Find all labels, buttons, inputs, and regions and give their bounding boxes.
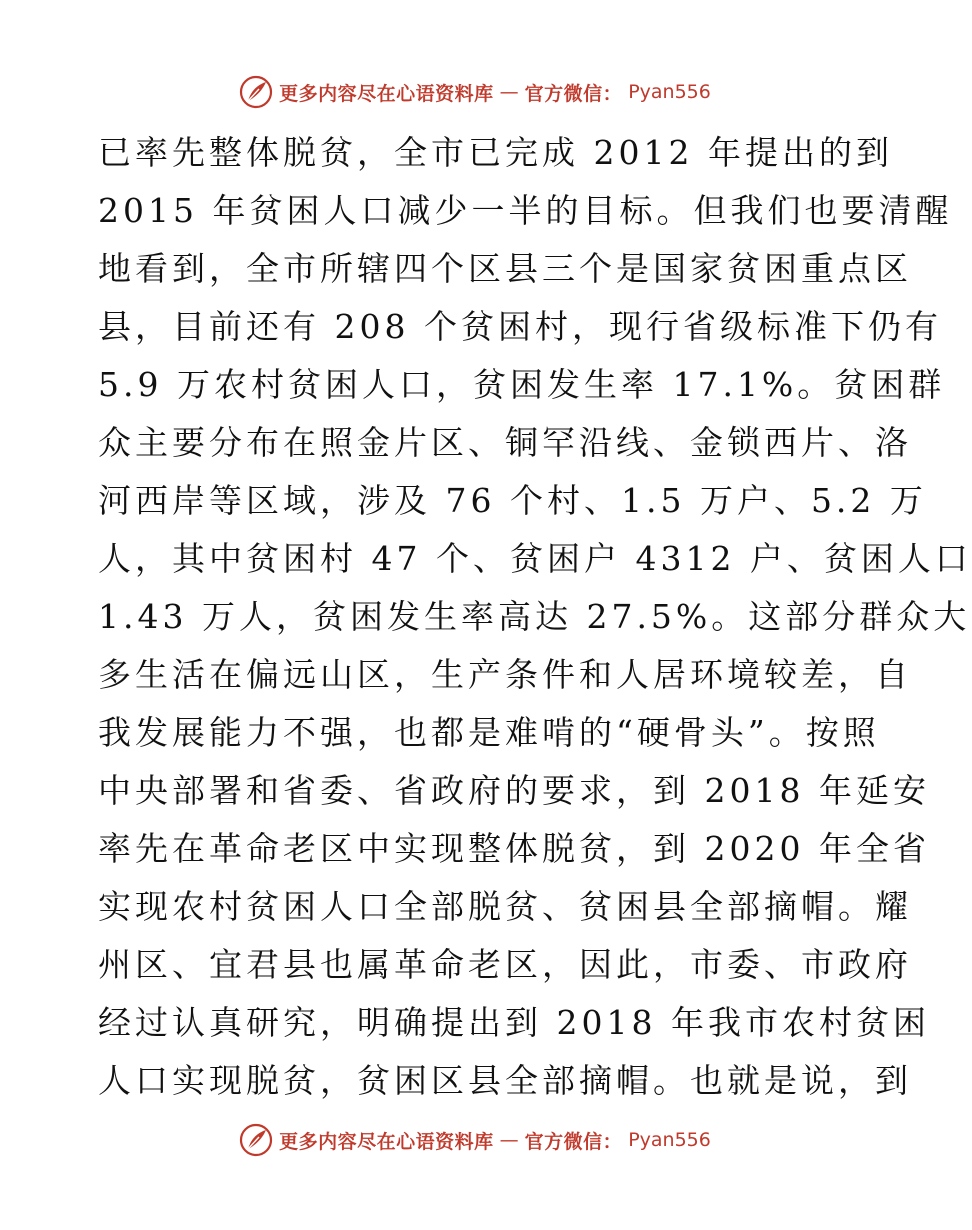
header-banner-separator: — <box>499 81 519 103</box>
body-line: 众主要分布在照金片区、铜罕沿线、金锁西片、洛 <box>98 423 912 462</box>
body-line: 中央部署和省委、省政府的要求，到 2018 年延安 <box>98 771 930 810</box>
body-line: 人，其中贫困村 47 个、贫困户 4312 户、贫困人口 <box>98 539 972 578</box>
footer-wechat-handle: Pyan556 <box>628 1129 711 1151</box>
body-line: 人口实现脱贫，贫困区县全部摘帽。也就是说，到 <box>98 1061 912 1100</box>
body-line: 1.43 万人，贫困发生率高达 27.5%。这部分群众大 <box>98 597 971 636</box>
feather-pen-logo-icon <box>239 1123 273 1157</box>
footer-banner-separator: — <box>499 1129 519 1151</box>
body-line: 我发展能力不强，也都是难啃的“硬骨头”。按照 <box>98 713 880 752</box>
footer-official-label: 官方微信： <box>524 1130 623 1153</box>
header-banner <box>0 72 950 112</box>
body-line: 县，目前还有 208 个贫困村，现行省级标准下仍有 <box>98 307 942 346</box>
body-line: 多生活在偏远山区，生产条件和人居环境较差，自 <box>98 655 912 694</box>
body-line: 实现农村贫困人口全部脱贫、贫困县全部摘帽。耀 <box>98 887 912 926</box>
body-line: 州区、宜君县也属革命老区，因此，市委、市政府 <box>98 945 912 984</box>
body-line: 地看到，全市所辖四个区县三个是国家贫困重点区 <box>98 249 912 288</box>
body-line: 率先在革命老区中实现整体脱贫，到 2020 年全省 <box>98 829 930 868</box>
header-banner-text: 更多内容尽在心语资料库 <box>279 82 494 105</box>
header-banner-inner <box>239 75 711 109</box>
footer-banner-inner <box>239 1123 711 1157</box>
body-line: 已率先整体脱贫，全市已完成 2012 年提出的到 <box>98 133 893 172</box>
body-line: 2015 年贫困人口减少一半的目标。但我们也要清醒 <box>98 191 953 230</box>
feather-pen-logo-icon <box>239 75 273 109</box>
body-line: 5.9 万农村贫困人口，贫困发生率 17.1%。贫困群 <box>98 365 946 404</box>
header-official-label: 官方微信： <box>524 82 623 105</box>
document-body <box>98 124 972 1110</box>
body-line: 河西岸等区域，涉及 76 个村、1.5 万户、5.2 万 <box>98 481 927 520</box>
footer-banner <box>0 1120 950 1160</box>
header-wechat-handle: Pyan556 <box>628 81 711 103</box>
body-line: 经过认真研究，明确提出到 2018 年我市农村贫困 <box>98 1003 930 1042</box>
footer-banner-text: 更多内容尽在心语资料库 <box>279 1130 494 1153</box>
